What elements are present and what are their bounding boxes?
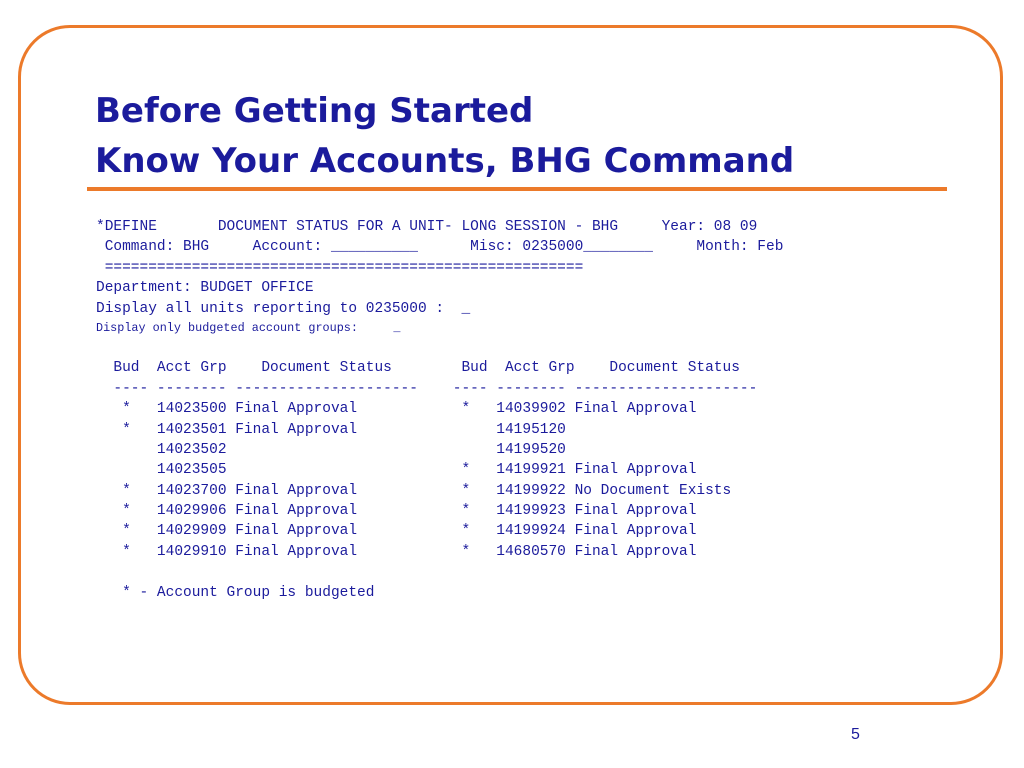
title-line-2: Know Your Accounts, BHG Command xyxy=(95,141,795,181)
terminal-header-line: *DEFINE DOCUMENT STATUS FOR A UNIT- LONG SESSION - BHG Year: 08 09 xyxy=(96,219,758,235)
terminal-separator: ======================================================= xyxy=(96,259,584,276)
table-row: * 14029906 Final Approval * 14199923 Final Approval xyxy=(96,503,697,520)
table-row: * 14029910 Final Approval * 14680570 Final Approval xyxy=(96,543,697,560)
page-number: 5 xyxy=(851,726,860,743)
terminal-line xyxy=(96,562,783,582)
department-line: Department: BUDGET OFFICE xyxy=(96,280,314,297)
display-units-prompt: Display all units reporting to 0235000 : _ xyxy=(96,300,471,317)
title-line-1: Before Getting Started xyxy=(95,91,534,131)
table-row: * 14023501 Final Approval 14195120 xyxy=(96,421,566,438)
terminal-line xyxy=(96,338,783,358)
legend-note: * - Account Group is budgeted xyxy=(96,584,375,601)
terminal-screen xyxy=(96,217,783,603)
table-row: * 14023500 Final Approval * 14039902 Final Approval xyxy=(96,401,697,418)
title-divider xyxy=(87,187,947,191)
slide-title xyxy=(95,86,794,186)
table-header-rule: ---- -------- --------------------- ---- -------- --------------------- xyxy=(96,380,758,397)
budgeted-groups-prompt: Display only budgeted account groups: _ xyxy=(96,320,401,335)
table-header: Bud Acct Grp Document Status Bud Acct Grp Document Status xyxy=(96,360,740,377)
terminal-command-line: Command: BHG Account: __________ Misc: 0235000________ Month: Feb xyxy=(96,239,784,256)
table-row: 14023502 14199520 xyxy=(96,441,566,458)
table-row: * 14023700 Final Approval * 14199922 No Document Exists xyxy=(96,482,732,499)
table-row: 14023505 * 14199921 Final Approval xyxy=(96,462,697,479)
table-row: * 14029909 Final Approval * 14199924 Final Approval xyxy=(96,523,697,540)
